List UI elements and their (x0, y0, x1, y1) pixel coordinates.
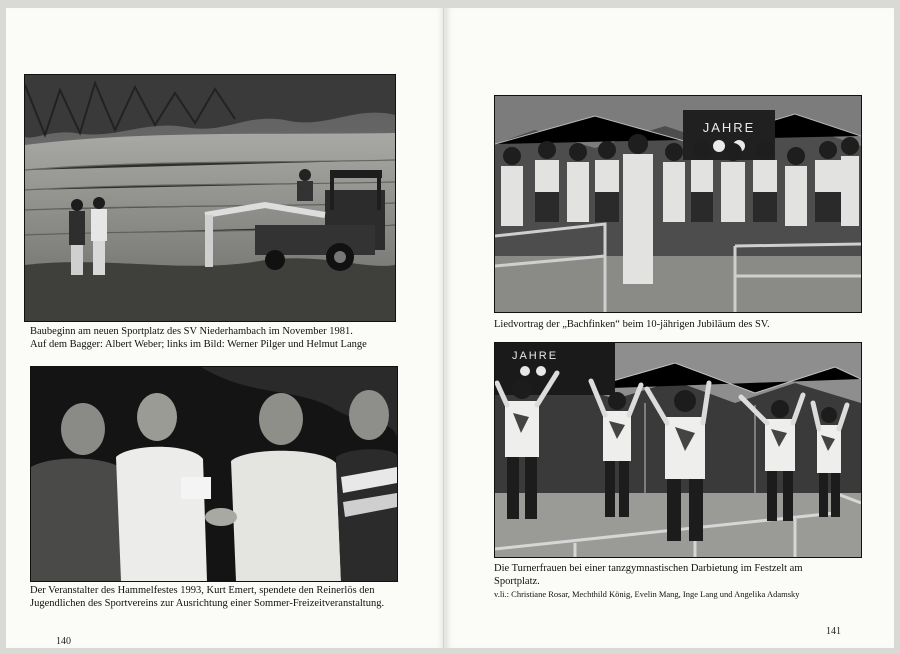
gymnastics-sign-text: JAHRE (511, 350, 559, 362)
photo-handshake (30, 366, 398, 582)
photo-handshake-caption: Der Veranstalter des Hammelfestes 1993, Kurt Emert, spendete den Reinerlös den Jugendlichen des Sportvereins zur Ausrichtung einer Sommer-Freizeitveranstaltung. (30, 585, 385, 609)
photo-construction-site (24, 74, 396, 322)
photo-gymnastics-caption: Die Turnerfrauen bei einer tanzgymnastischen Darbietung im Festzelt am Sportplatz. (494, 563, 803, 587)
page-number-right: 141 (826, 626, 841, 637)
photo-gymnastics-names: v.li.: Christiane Rosar, Mechthild König, Evelin Mang, Inge Lang und Angelika Adamsky (494, 589, 800, 599)
photo-gymnastics (494, 342, 862, 558)
photo-construction-caption-line2: Auf dem Bagger: Albert Weber; links im Bild: Werner Pilger und Helmut Lange (30, 339, 367, 350)
photo-choir-caption: Liedvortrag der „Bachfinken“ beim 10-jährigen Jubiläum des SV. (494, 319, 770, 330)
choir-sign-text: JAHRE (702, 120, 756, 135)
photo-choir (494, 95, 862, 313)
photo-construction-caption-line1: Baubeginn am neuen Sportplatz des SV Niederhambach im November 1981. (30, 326, 353, 337)
page-number-left: 140 (56, 636, 71, 647)
